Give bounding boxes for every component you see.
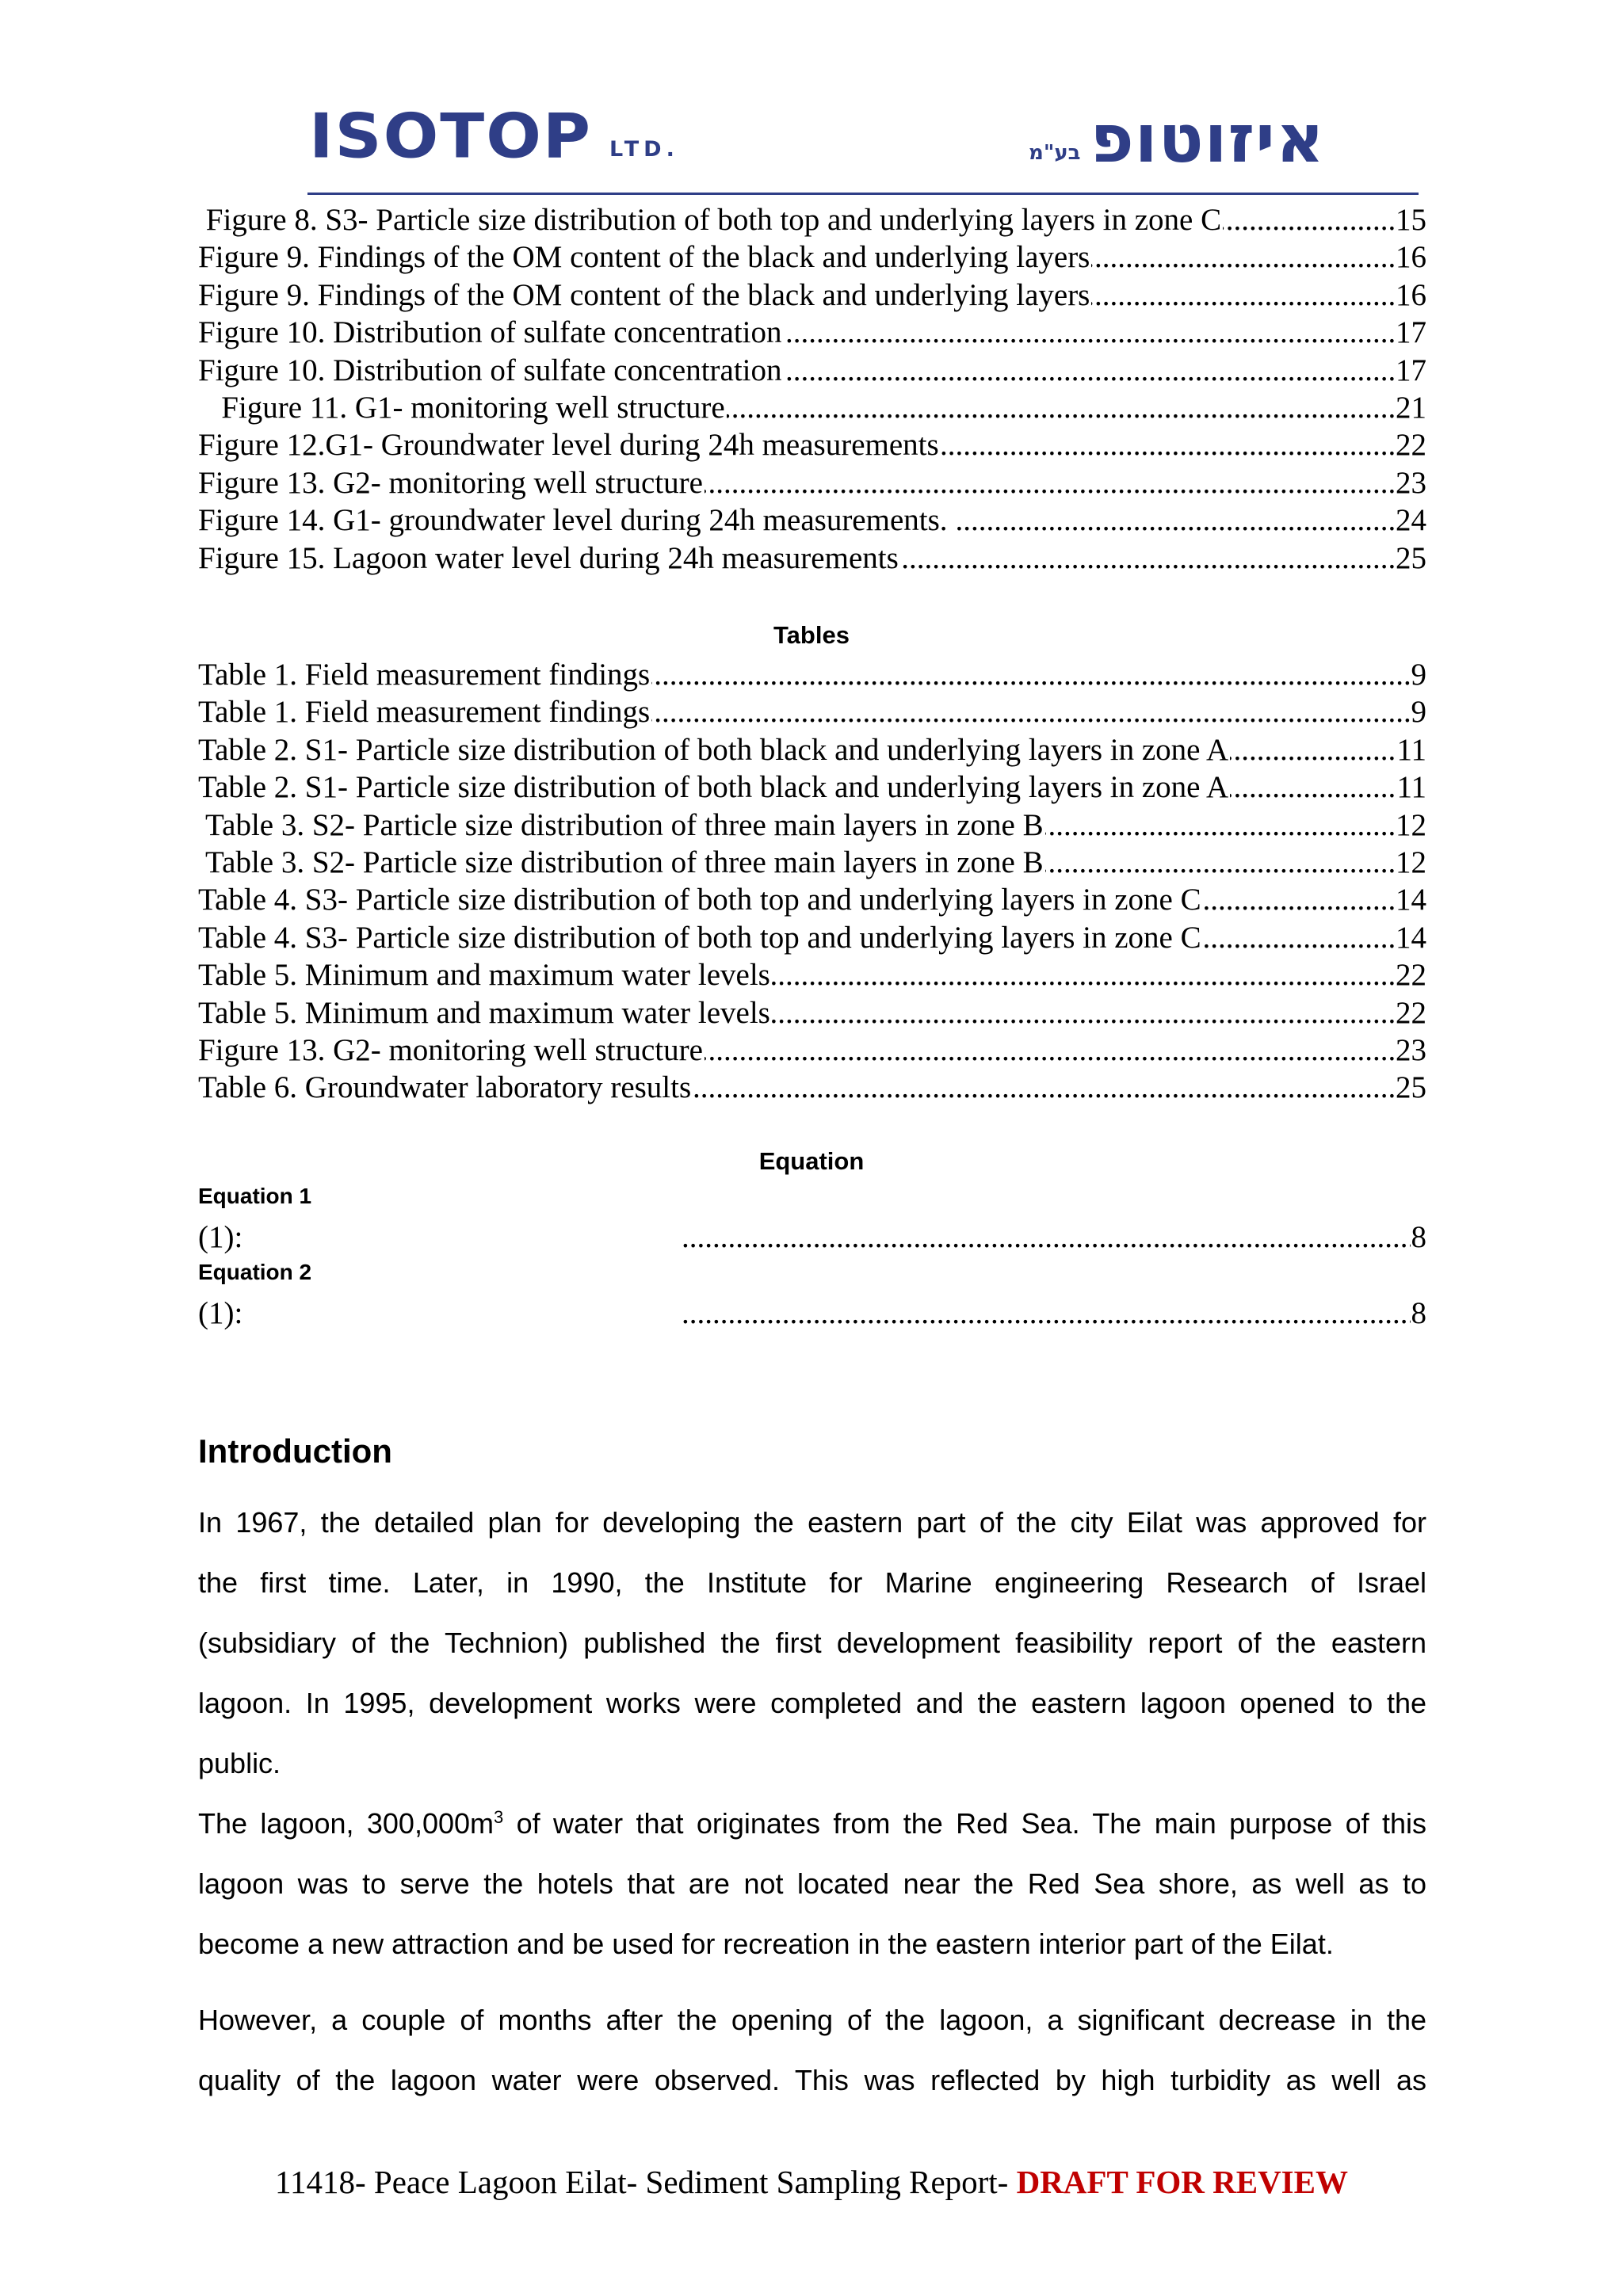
figure-page-number: 22 bbox=[1395, 426, 1426, 464]
table-title: Table 3. S2- Particle size distribution of three main layers in zone B bbox=[198, 844, 1045, 882]
figure-page-number: 23 bbox=[1395, 464, 1426, 502]
table-entry[interactable] bbox=[198, 919, 1426, 957]
table-entry[interactable] bbox=[198, 769, 1426, 807]
lagoon-volume-rest: of water that originates from the Red Sea. The main purpose of this bbox=[503, 1807, 1427, 1840]
table-title: Table 1. Field measurement findings bbox=[198, 656, 651, 694]
figure-page-number: 21 bbox=[1395, 389, 1426, 427]
logo-he-suffix: בע"מ bbox=[1029, 141, 1081, 165]
figure-entry[interactable] bbox=[198, 238, 1426, 277]
equation-2-number: (1): bbox=[198, 1296, 243, 1330]
figure-title: Figure 8. S3- Particle size distribution of both top and underlying layers in zone C bbox=[198, 201, 1223, 239]
figure-entry[interactable] bbox=[198, 277, 1426, 315]
figure-entry[interactable] bbox=[198, 426, 1426, 464]
equation-1-page: 8 bbox=[1411, 1219, 1427, 1257]
equation-heading: Equation bbox=[758, 1147, 865, 1175]
equation-2-label: Equation 2 bbox=[198, 1260, 312, 1284]
table-title: Table 3. S2- Particle size distribution of three main layers in zone B bbox=[198, 807, 1045, 845]
table-page-number: 22 bbox=[1395, 994, 1426, 1032]
table-page-number: 25 bbox=[1395, 1069, 1426, 1107]
table-title: Table 4. S3- Particle size distribution of both top and underlying layers in zone C bbox=[198, 881, 1203, 919]
header-divider bbox=[307, 193, 1419, 195]
logo-en-text: ISOTOP bbox=[309, 101, 593, 173]
intro-paragraph-2 bbox=[198, 1794, 1426, 1974]
figure-entry[interactable] bbox=[198, 502, 1426, 540]
table-title: Table 1. Field measurement findings bbox=[198, 693, 651, 731]
table-page-number: 9 bbox=[1411, 693, 1427, 731]
figure-title: Figure 12.G1- Groundwater level during 24h measurements bbox=[198, 426, 941, 464]
figure-entry[interactable] bbox=[198, 464, 1426, 502]
paragraph-line: the first time. Later, in 1990, the Institute for Marine engineering Research of Israel bbox=[198, 1566, 1426, 1599]
figure-title: Figure 9. Findings of the OM content of the black and underlying layers bbox=[198, 238, 1091, 277]
table-title: Table 5. Minimum and maximum water levels bbox=[198, 956, 772, 994]
superscript-3: 3 bbox=[494, 1807, 504, 1827]
lagoon-volume-text: The lagoon, 300,000m bbox=[198, 1807, 495, 1840]
table-entry[interactable] bbox=[198, 994, 1426, 1032]
figure-page-number: 15 bbox=[1395, 201, 1426, 239]
table-page-number: 14 bbox=[1395, 919, 1426, 957]
equation-1-label: Equation 1 bbox=[198, 1184, 312, 1208]
figure-title: Figure 10. Distribution of sulfate concentration bbox=[198, 352, 784, 390]
figure-page-number: 17 bbox=[1395, 314, 1426, 352]
isotop-logo-he bbox=[1029, 100, 1326, 177]
figure-page-number: 16 bbox=[1395, 238, 1426, 277]
figure-entry[interactable] bbox=[198, 314, 1426, 352]
equation-2-entry[interactable] bbox=[198, 1295, 1426, 1333]
footer-text: 11418- Peace Lagoon Eilat- Sediment Sampling Report- bbox=[275, 2164, 1009, 2200]
paragraph-line: become a new attraction and be used for recreation in the eastern interior part of the Eilat. bbox=[198, 1928, 1334, 1960]
table-title: Table 5. Minimum and maximum water levels bbox=[198, 994, 772, 1032]
figure-page-number: 16 bbox=[1395, 277, 1426, 315]
table-page-number: 23 bbox=[1395, 1032, 1426, 1070]
logo-en-ltd: LTD. bbox=[609, 137, 679, 162]
draft-label: DRAFT FOR REVIEW bbox=[1008, 2164, 1348, 2200]
table-entry[interactable] bbox=[198, 1069, 1426, 1107]
table-title: Table 2. S1- Particle size distribution of both black and underlying layers in zone A bbox=[198, 731, 1230, 769]
table-entry[interactable] bbox=[198, 807, 1426, 845]
equation-1-entry[interactable] bbox=[198, 1219, 1426, 1257]
table-title: Table 4. S3- Particle size distribution of both top and underlying layers in zone C bbox=[198, 919, 1203, 957]
table-title: Figure 13. G2- monitoring well structure bbox=[198, 1032, 705, 1070]
leader-dots bbox=[682, 1295, 1426, 1333]
table-entry[interactable] bbox=[198, 693, 1426, 731]
figure-page-number: 17 bbox=[1395, 352, 1426, 390]
table-title: Table 2. S1- Particle size distribution of both black and underlying layers in zone A bbox=[198, 769, 1230, 807]
introduction-heading: Introduction bbox=[198, 1432, 392, 1470]
equation-2-page: 8 bbox=[1411, 1295, 1427, 1333]
figure-entry[interactable] bbox=[198, 389, 1426, 427]
table-page-number: 12 bbox=[1395, 807, 1426, 845]
intro-paragraph-3 bbox=[198, 1990, 1426, 2111]
equation-1-number: (1): bbox=[198, 1220, 243, 1254]
paragraph-line: lagoon was to serve the hotels that are not located near the Red Sea shore, as well as to bbox=[198, 1867, 1426, 1900]
paragraph-line: quality of the lagoon water were observed. This was reflected by high turbidity as well as bbox=[198, 2064, 1426, 2096]
paragraph-line: lagoon. In 1995, development works were completed and the eastern lagoon opened to the bbox=[198, 1687, 1426, 1719]
figure-entry[interactable] bbox=[198, 540, 1426, 578]
figure-entry[interactable] bbox=[198, 201, 1426, 239]
table-entry[interactable] bbox=[198, 656, 1426, 694]
table-page-number: 12 bbox=[1395, 844, 1426, 882]
figure-title: Figure 15. Lagoon water level during 24h measurements bbox=[198, 540, 900, 578]
table-entry[interactable] bbox=[198, 881, 1426, 919]
table-page-number: 14 bbox=[1395, 881, 1426, 919]
table-entry[interactable] bbox=[198, 844, 1426, 882]
figure-page-number: 24 bbox=[1395, 502, 1426, 540]
table-title: Table 6. Groundwater laboratory results bbox=[198, 1069, 693, 1107]
paragraph-line bbox=[198, 1794, 1426, 1854]
leader-dots bbox=[682, 1219, 1426, 1257]
figure-entry[interactable] bbox=[198, 352, 1426, 390]
table-page-number: 9 bbox=[1411, 656, 1427, 694]
isotop-logo-en bbox=[309, 101, 679, 173]
figure-title: Figure 14. G1- groundwater level during 24h measurements. bbox=[198, 502, 957, 540]
tables-heading: Tables bbox=[773, 621, 850, 649]
table-entry[interactable] bbox=[198, 956, 1426, 994]
figure-title: Figure 9. Findings of the OM content of the black and underlying layers bbox=[198, 277, 1091, 315]
page-footer bbox=[0, 2163, 1623, 2201]
table-entry[interactable] bbox=[198, 731, 1426, 769]
intro-paragraph-1 bbox=[198, 1493, 1426, 1794]
table-entry[interactable] bbox=[198, 1032, 1426, 1070]
figure-title: Figure 11. G1- monitoring well structure bbox=[198, 389, 727, 427]
logo-he-text: איזוטופ bbox=[1090, 100, 1326, 177]
table-page-number: 11 bbox=[1396, 769, 1426, 807]
paragraph-line: public. bbox=[198, 1747, 281, 1779]
figure-title: Figure 13. G2- monitoring well structure bbox=[198, 464, 705, 502]
paragraph-line: (subsidiary of the Technion) published the first development feasibility report of the eastern bbox=[198, 1627, 1426, 1659]
table-page-number: 22 bbox=[1395, 956, 1426, 994]
figure-title: Figure 10. Distribution of sulfate concentration bbox=[198, 314, 784, 352]
figure-page-number: 25 bbox=[1395, 540, 1426, 578]
paragraph-line: However, a couple of months after the opening of the lagoon, a significant decrease in the bbox=[198, 2004, 1426, 2036]
paragraph-line: In 1967, the detailed plan for developing the eastern part of the city Eilat was approved for bbox=[198, 1506, 1426, 1539]
table-page-number: 11 bbox=[1396, 731, 1426, 769]
